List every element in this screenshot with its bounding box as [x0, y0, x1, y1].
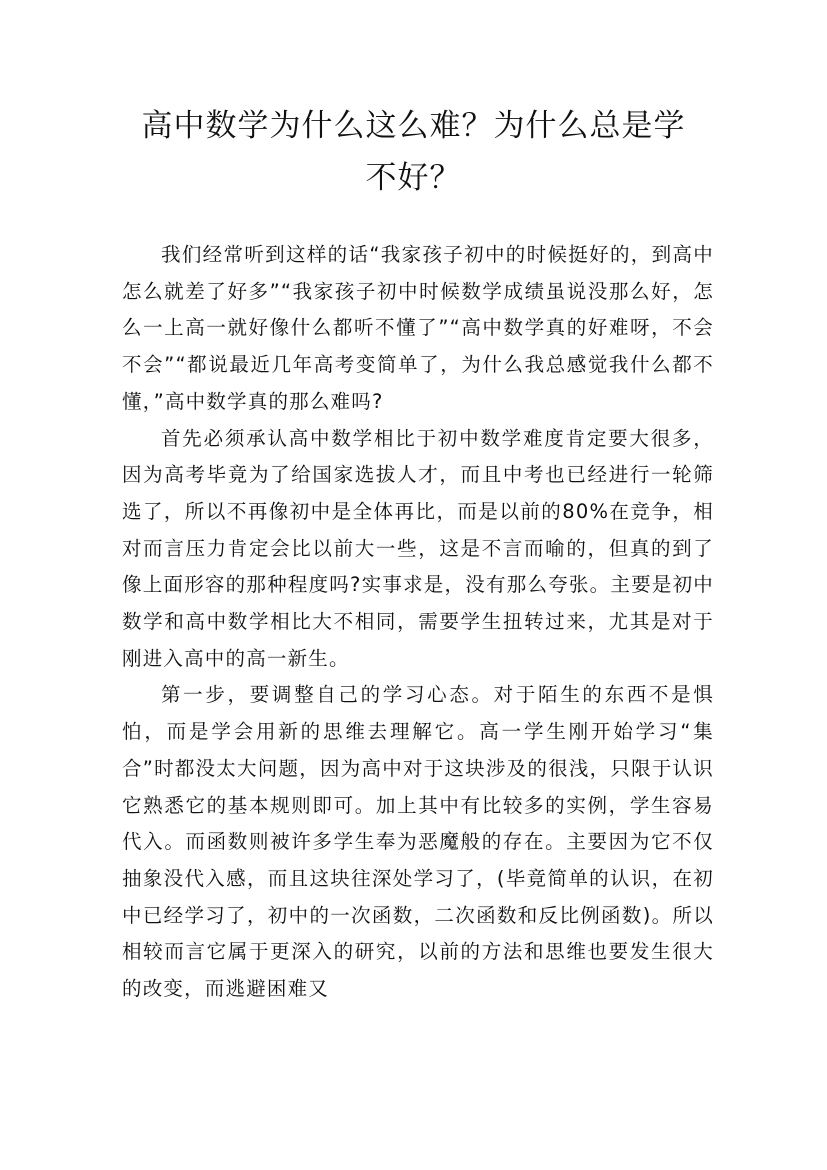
- paragraph-intro: 我们经常听到这样的话“我家孩子初中的时候挺好的，到高中怎么就差了好多”“我家孩子初中时候数学成绩虽说没那么好，怎么一上高一就好像什么都听不懂了”“高中数学真的好难呀，不会不会”“都说最近几年高考变简单了，为什么我总感觉我什么都不懂，”高中数学真的那么难吗?: [122, 243, 714, 413]
- document-title: 高中数学为什么这么难？为什么总是学不好？: [141, 108, 686, 196]
- document-body: [122, 237, 714, 1008]
- paragraph-difficulty: 首先必须承认高中数学相比于初中数学难度肯定要大很多，因为高考毕竟为了给国家选拔人才，而且中考也已经进行一轮筛选了，所以不再像初中是全体再比，而是以前的80%在竞争，相对而言压力肯定会比以前大一些，这是不言而喻的，但真的到了像上面形容的那种程度吗?实事求是，没有那么夸张。主要是初中数学和高中数学相比大不相同，需要学生扭转过来，尤其是对于刚进入高中的高一新生。: [122, 426, 714, 670]
- paragraph-step-one: 第一步，要调整自己的学习心态。对于陌生的东西不是惧怕，而是学会用新的思维去理解它。高一学生刚开始学习“集合”时都没太大问题，因为高中对于这块涉及的很浅，只限于认识它熟悉它的基本规则即可。加上其中有比较多的实例，学生容易代入。而函数则被许多学生奉为恶魔般的存在。主要因为它不仅抽象没代入感，而且这块往深处学习了，(毕竟简单的认识，在初中已经学习了，初中的一次函数，二次函数和反比例函数)。所以相较而言它属于更深入的研究，以前的方法和思维也要发生很大的改变，而逃避困难又: [122, 683, 714, 1001]
